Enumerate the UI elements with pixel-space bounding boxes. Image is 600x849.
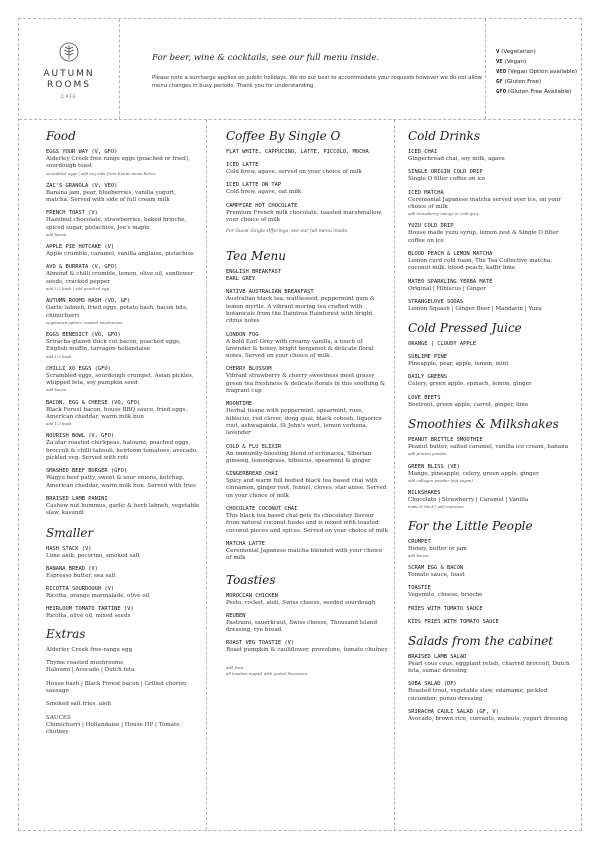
brand-name-line1: AUTUMN (43, 69, 95, 79)
extras-line: House hash | Black Forest bacon | Grilled chorizo sausage (46, 680, 187, 694)
salads-list (408, 654, 575, 723)
item-description: Banana jam, pear, blueberries, vanilla yogurt, matcha. Served with side of full cream milk (46, 189, 176, 204)
dietary-abbr: GFO (496, 89, 507, 95)
item-name: CHERRY BLOSSOM (226, 366, 272, 373)
dietary-label: (Vegetarian) (501, 49, 536, 55)
item-name: ENGLISH BREAKFAST EARL GREY (226, 269, 282, 283)
item-description: Australian black tea, wattleseed, peppermint gum & lemon myrtle. A vibrant moring tea crafted with botanicals from the Daintree Rainforest with bright citrus notes (226, 296, 375, 325)
item-description: Lime aioli, pecorino, smoked salt (46, 552, 140, 559)
menu-item (408, 354, 575, 368)
item-name: SMASHED BEEF BURGER (GFO) (46, 468, 128, 475)
item-note: scrambled eggs | add any side from Extras menu below (46, 170, 156, 176)
menu-item (408, 190, 575, 218)
item-name: LONDON FOG (226, 331, 259, 338)
item-name: ORANGE | CLOUDY APPLE (408, 341, 477, 348)
item-description: Cashew nut hummus, garlic & herb labneh, vegetable slaw, kasundi (46, 502, 200, 517)
item-name: SINGLE ORIGIN COLD DRIP (408, 169, 483, 176)
item-description: Vegemite, cheese, brioche (408, 592, 483, 599)
info-cell (120, 19, 486, 119)
item-name: FRENCH TOAST (V) (46, 210, 98, 217)
item-name: SOBA SALAD (DF) (408, 681, 457, 688)
extras-line: Smoked salt fries, aioli (46, 701, 111, 708)
item-name: KIDS FRIES WITH TOMATO SAUCE (408, 618, 499, 625)
item-name: HASH STACK (V) (46, 545, 92, 552)
menu-item (46, 298, 200, 326)
menu-item (408, 539, 575, 560)
menu-item (226, 541, 388, 563)
toasties-list (226, 593, 388, 655)
smaller-list (46, 546, 200, 621)
menu-item (408, 490, 575, 511)
item-note: add bacon (46, 231, 67, 237)
menu-item (408, 654, 575, 676)
menu-item (408, 619, 575, 626)
item-description: Almond & chilli crumble, lemon, olive oil, sunflower seeds, cracked pepper (46, 271, 194, 285)
item-name: APPLE PIE HOTCAKE (V) (46, 244, 115, 251)
item-note: add bacon (408, 552, 429, 558)
item-description: Za'atar roasted chickpeas, haloumi, poached eggs, broccoli & chilli tabouli, heirloom tomatoes, avocado, pickled veg. Served with roti (46, 440, 198, 462)
menu-item (46, 433, 200, 462)
item-description: Peanut butter, salted caramel, vanilla ice cream, banana (408, 444, 569, 451)
brand-name-line2: ROOMS (47, 80, 91, 90)
item-description: Gingerbread chai, soy milk, agave (408, 156, 505, 162)
menu-item (408, 437, 575, 458)
section-title-salads: Salads from the cabinet (408, 633, 554, 648)
food-list (46, 149, 200, 518)
item-name: MATEÓ SPARKLING YERBA MATÉ (408, 278, 493, 285)
item-note: add 1/2 bush (46, 353, 72, 359)
section-title-little-people: For the Little People (408, 518, 533, 533)
item-name: PEANUT BRITTLE SMOOTHIE (408, 437, 483, 444)
item-description: Ceremonial Japanese matcha blended with your choice of milk (226, 547, 383, 562)
item-name: FRIES WITH TOMATO SAUCE (408, 605, 483, 612)
item-description: Espresso butter, sea salt (46, 572, 116, 579)
item-description: Lemon Squash | Ginger Beer | Mandarin | Yuzu (408, 305, 542, 312)
section-title-coffee: Coffee By Single O (226, 129, 341, 143)
section-title-food: Food (46, 129, 76, 143)
item-name: CRUMPET (408, 538, 431, 545)
item-description: Roast pumpkin & cauliflower, provolone, tomato chutney (226, 647, 388, 654)
menu-item (46, 586, 200, 600)
section-title-extras: Extras (46, 626, 86, 641)
menu-item (226, 269, 388, 283)
menu-item (408, 395, 575, 409)
column-1 (19, 120, 207, 830)
item-note: make it thick | add espresso (408, 504, 464, 510)
menu-item (46, 183, 200, 205)
menu-item (46, 210, 200, 238)
item-name: ICED LATTE (226, 162, 259, 168)
menu-item (408, 585, 575, 599)
item-description: Vibrant strawberry & cherry sweetness meet grassy green tea freshness & delicate florals in this soothing & fragrant cup (226, 373, 386, 395)
item-name: DAILY GREENS (408, 374, 447, 381)
menu-item (408, 149, 575, 163)
item-name: ICED MATCHA (408, 189, 444, 196)
toasties-note: add fries all toasties topped with grated Parmesan (226, 664, 308, 676)
item-description: Pearl cous cous, eggplant relish, charred broccoli, Dutch feta, sumac dressing (408, 660, 570, 674)
item-description: Chocolate | Strawberry | Caramel | Vanilla (408, 497, 529, 504)
item-name: AVO & BURRATA (V, GFO) (46, 264, 118, 271)
menu-item (226, 366, 388, 395)
menu-item (226, 401, 388, 437)
item-name: MOROCCAN CHICKEN (226, 592, 278, 599)
column-2 (207, 120, 395, 830)
menu-item (408, 223, 575, 245)
dietary-abbr: VE (496, 59, 503, 65)
header (19, 19, 581, 120)
item-description: Sriracha-glazed thick cut bacon, poached eggs, English muffin, tarragon hollandaise (46, 339, 181, 353)
item-description: Mango, pineapple, celery, green apple, ginger (408, 470, 539, 477)
menu-item (226, 640, 388, 654)
menu-item (408, 464, 575, 485)
menu-item (408, 169, 575, 183)
item-note: add protein powder (408, 451, 447, 457)
dietary-label: (Vegan) (504, 59, 527, 65)
item-name: ROAST VEG TOASTIE (V) (226, 640, 295, 647)
item-name: BANANA BREAD (V) (46, 565, 98, 572)
item-description: Single O filter coffee on ice (408, 176, 486, 183)
smoothies-list (408, 437, 575, 511)
item-description: Beetroot, green apple, carrot, ginger, lime (408, 401, 529, 408)
item-name: SUBLIME PINE (408, 354, 447, 361)
item-name: YUZU COLD DRIP (408, 223, 454, 230)
item-name: HEIRLOOM TOMATO TARTINE (V) (46, 606, 134, 613)
item-note: add 1/2 bush (46, 421, 72, 427)
menu-item (46, 496, 200, 518)
dietary-abbr: VEO (496, 69, 507, 75)
item-name: ICED LATTE ON TAP (226, 182, 282, 189)
item-description: This black tea based chai gets its chocolatey flavour from natural coconut husks and is mixed with toasted coconut pieces and spices. Served on your choice of milk (226, 513, 388, 534)
menu-item (408, 251, 575, 273)
menu-item (408, 709, 575, 723)
menu-item (408, 681, 575, 703)
section-title-toasties: Toasties (226, 572, 276, 587)
dietary-row (496, 57, 577, 67)
item-name: FLAT WHITE, CAPPUCINO, LATTE, PICCOLO, MOCHA (226, 149, 369, 155)
item-name: EGGS BENEDICT (VO, GFO) (46, 332, 121, 339)
dietary-row (496, 87, 577, 97)
item-description: Tomato sauce, toast (408, 572, 465, 579)
menu-item (226, 471, 388, 500)
item-name: CHOCOLATE COCONUT CHAI (226, 506, 298, 513)
item-description: Pastrami, sauerkraut, Swiss cheese, Thousand Island dressing, rye bread (226, 619, 378, 634)
coffee-note: For Guest Single Offerings, see our full menu inside. (226, 229, 349, 235)
item-name: CAMPFIRE HOT CHOCOLATE (226, 202, 298, 209)
tagline: For beer, wine & cocktails, see our full menu inside. (152, 53, 380, 63)
item-note: add bacon (46, 387, 67, 393)
item-description: Spicy and warm full bodied black tea based chai with cinnamon, ginger root, fennel, cloves, star anise. Served on your choice of milk (226, 478, 387, 499)
item-name: BRAISED LAMB SALAD (408, 653, 467, 660)
menu-item (46, 400, 200, 428)
menu-item (408, 279, 575, 293)
menu-item (46, 606, 200, 620)
menu-item (46, 332, 200, 360)
menu-item (226, 444, 388, 466)
menu-item (46, 244, 200, 258)
dietary-row (496, 47, 577, 57)
item-name: AUTUMN ROOMS HASH (VO, GF) (46, 298, 131, 305)
item-note: add strawberry, mango or cold grey (408, 211, 479, 217)
menu-item (408, 374, 575, 388)
section-title-smaller: Smaller (46, 525, 94, 540)
item-description: Black Forest bacon, house BBQ sauce, fried eggs, American cheddar, warm milk bun (46, 406, 188, 420)
item-name: GINGERBREAD CHAI (226, 471, 278, 478)
item-name: EGGS YOUR WAY (V, GFO) (46, 149, 118, 155)
extras-list (46, 647, 200, 737)
menu-item (226, 332, 388, 361)
dietary-label: (Vegan Option available) (507, 69, 578, 75)
cold-drinks-list (408, 149, 575, 313)
item-name: BLOOD PEACH & LEMON MATCHA (408, 250, 493, 257)
section-title-tea: Tea Menu (226, 249, 286, 264)
dietary-legend (486, 19, 581, 119)
extras-line: SAUCES Chimichurri | Hollandaise | House HP | Tomato chutney (46, 714, 180, 736)
menu-item (46, 468, 200, 490)
menu-item (226, 506, 388, 535)
item-name: BRAISED LAMB PANINI (46, 495, 108, 502)
item-name: LOVE BEETS (408, 394, 441, 401)
item-name: MOONTIME (226, 401, 252, 408)
menu-item (408, 565, 575, 579)
item-description: Scrambled eggs, sourdough crumpet, Asian pickles, whipped feta, soy pumpkin seed (46, 372, 194, 387)
dietary-list (496, 47, 577, 97)
menu-page (18, 18, 582, 831)
item-description: Honey, butter or jam (408, 545, 467, 552)
logo-cell (19, 19, 120, 119)
item-description: Alderley Creek free range eggs (poached or fried), sourdough toast (46, 156, 190, 170)
menu-item (46, 149, 200, 177)
item-name: BACON, EGG & CHEESE (VO, GFO) (46, 399, 141, 406)
menu-item (46, 264, 200, 292)
section-title-juice: Cold Pressed Juice (408, 321, 522, 336)
menu-item (226, 613, 388, 635)
item-name: NOURISH BOWL (V, GFO) (46, 433, 115, 440)
menu-item (408, 299, 575, 313)
surcharge-notice: Please note a surcharge applies on public holidays. We do our best to accommodate your requests however we do not allow menu changes in busy periods. Thank you for understanding. (152, 75, 482, 89)
item-description: Premium French milk chocolate, toasted marshmallow, your choice of milk (226, 209, 383, 223)
extras-line: Thyme roasted mushrooms Haloumi | Avocado | Dutch feta (46, 660, 135, 674)
menu-item (46, 566, 200, 580)
section-title-cold-drinks: Cold Drinks (408, 129, 481, 143)
dietary-abbr: V (496, 49, 500, 55)
dietary-row (496, 67, 577, 77)
item-name: GREEN BLISS (VE) (408, 463, 460, 470)
tea-list (226, 269, 388, 562)
dietary-abbr: GF (496, 79, 503, 85)
item-description: Cold brew, agave, served on your choice of milk (226, 169, 362, 175)
menu-item (226, 289, 388, 325)
item-name: NATIVE AUSTRALIAN BREAKFAST (226, 289, 314, 296)
item-description: House made yuzu syrup, lemon zest & Single O filter coffee on ice (408, 230, 559, 244)
brand-sub: CAFE (61, 95, 77, 100)
item-description: Apple crumble, caramel, vanilla anglaise, pistachios (46, 251, 194, 258)
item-description: Herbal tisane with peppermint, spearmint, rose, hibiscus, red clover, dong quai, black cohosh, liquorice root, ashwaganda, St John's wort, lemon verbena, lavender (226, 408, 382, 437)
item-name: SRIRACHA CAULI SALAD (GF, V) (408, 708, 499, 715)
menu-item (226, 162, 388, 176)
item-note: add 1/2 bush | add poached egg (46, 286, 110, 292)
item-note: vegetarian option: roasted mushrooms (46, 319, 123, 325)
item-description: Pesto, rocket, aioli, Swiss cheese, seeded sourdough (226, 599, 376, 606)
item-name: MATCHA LATTE (226, 540, 265, 547)
little-people-list (408, 539, 575, 626)
item-name: SCRAM EGG & BACON (408, 565, 464, 572)
extras-line: Alderley Creek free-range egg (46, 646, 133, 653)
menu-item (226, 593, 388, 607)
autumn-leaf-logo-icon (57, 42, 81, 62)
item-name: CHILLI XO EGGS (GFO) (46, 365, 111, 372)
item-description: Garlic labneh, fried eggs, potato hash, bacon bits, chimichurri (46, 305, 188, 319)
menu-item (408, 341, 575, 348)
item-note: add collagen powder (not vegan) (408, 477, 473, 483)
item-name: RICOTTA SOURDOUGH (V) (46, 586, 115, 593)
item-name: ZAC'S GRANOLA (V, VEO) (46, 182, 118, 189)
item-description: Ricotta, orange marmalade, olive oil (46, 593, 150, 600)
item-description: Hazelnut chocolate, strawberries, baked brioche, spiced sugar, pistachios, Joe's maple (46, 217, 187, 231)
item-description: Ceremonial Japanese matcha served over ice, on your choice of milk (408, 196, 561, 210)
item-description: Pineapple, pear, apple, lemon, mint (408, 361, 509, 368)
section-title-smoothies: Smoothies & Milkshakes (408, 417, 559, 432)
item-name: REUBEN (226, 612, 246, 619)
menu-item (226, 182, 388, 196)
item-name: COLD & FLU ELIXIR (226, 443, 282, 450)
item-name: MILKSHAKES (408, 490, 441, 497)
menu-item (46, 546, 200, 560)
item-name: STRANGELOVE SODAS (408, 298, 464, 305)
item-description: Ricotta, olive oil, mixed seeds (46, 613, 131, 620)
menu-item (46, 366, 200, 394)
item-description: Celery, green apple, spinach, lemon, ginger (408, 381, 532, 388)
item-description: Roasted trout, vegetable slaw, edamame, pickled cucumber, ponzu dressing (408, 688, 548, 702)
menu-item (226, 203, 388, 225)
coffee-list (226, 149, 388, 224)
item-description: An immunity-boosting blend of echinacea, Siberian ginseng, lemongrass, hibiscus, spearmint & ginger (226, 450, 372, 464)
menu-item (408, 606, 575, 613)
menu-item (226, 149, 388, 156)
juice-list (408, 341, 575, 409)
item-description: Lemon curd cold foam, The Tea Collective matcha, coconut milk, blood peach, kaffir lime (408, 257, 552, 272)
dietary-label: (Gluten Free Available) (507, 89, 572, 95)
dietary-row (496, 77, 577, 87)
dietary-label: (Gluten Free) (504, 79, 542, 85)
item-description: Wagyu beef patty, sweet & sour onions, ketchup, American cheddar, warm milk bun. Served with fries (46, 475, 196, 489)
item-description: A bold Earl Grey with creamy vanilla, a touch of lavender & honey, bright bergamot & delicate floral notes. Served on your choice of milk (226, 338, 374, 360)
column-3 (395, 120, 581, 830)
item-name: ICED CHAI (408, 149, 438, 155)
item-description: Avocado, brown rice, currants, walnuts, yogurt dressing (408, 715, 568, 722)
item-description: Original | Hibiscus | Ginger (408, 285, 486, 292)
item-description: Cold brew, agave, oat milk (226, 189, 302, 196)
item-name: TOASTIE (408, 585, 431, 592)
